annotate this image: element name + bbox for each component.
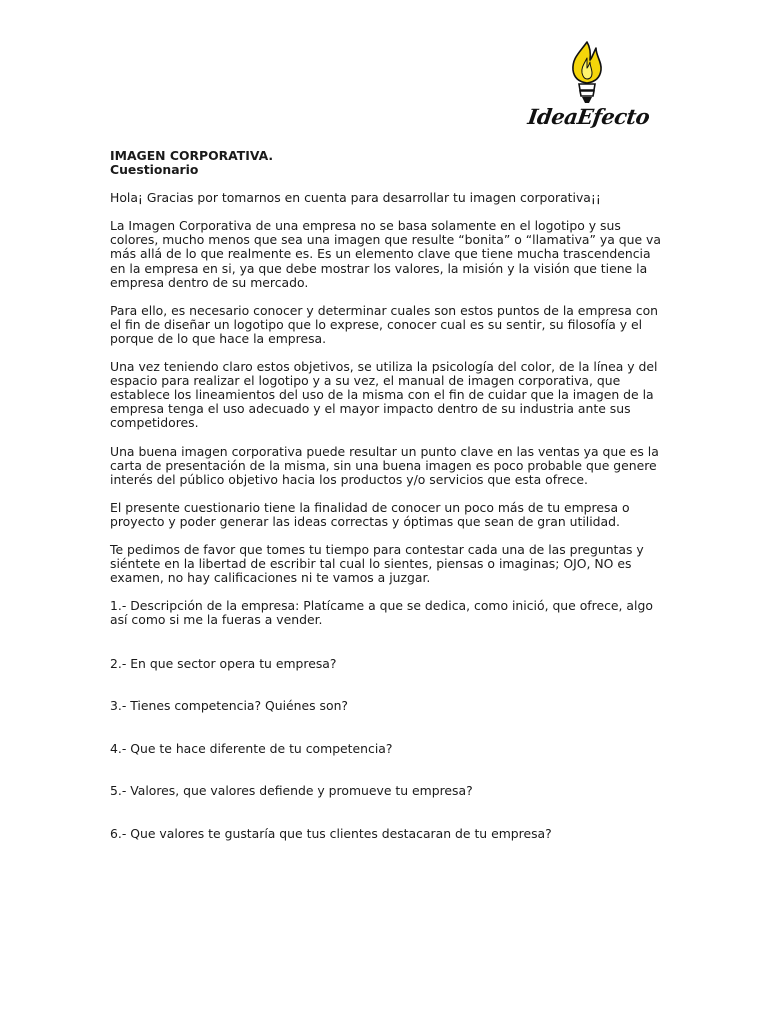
paragraph: Una vez teniendo claro estos objetivos, se utiliza la psicología del color, de la línea y del espacio para realizar el logotipo y a su vez, el manual de imagen corporativa, que establece los lineamientos del uso de la misma con el fin de cuidar que la imagen de la empresa tenga el uso adecuado y el mayor impacto dentro de su industria ante sus competidores. (110, 359, 658, 431)
lightbulb-flame-icon (566, 40, 608, 108)
document-subtitle: Cuestionario (110, 162, 199, 178)
greeting-paragraph: Hola¡ Gracias por tomarnos en cuenta para desarrollar tu imagen corporativa¡¡ (110, 190, 601, 206)
question-2: 2.- En que sector opera tu empresa? (110, 656, 337, 672)
question-5: 5.- Valores, que valores defiende y promueve tu empresa? (110, 782, 473, 798)
paragraph: El presente cuestionario tiene la finalidad de conocer un poco más de tu empresa o proyecto y poder generar las ideas correctas y óptimas que sean de gran utilidad. (110, 499, 630, 529)
document-body (110, 149, 662, 841)
paragraph: Te pedimos de favor que tomes tu tiempo para contestar cada una de las preguntas y siéntete en la libertad de escribir tal cual lo sientes, piensas o imaginas; OJO, NO es examen, no hay calificaciones ni te vamos a juzgar. (110, 541, 644, 586)
question-3: 3.- Tienes competencia? Quiénes son? (110, 697, 349, 713)
paragraph: Para ello, es necesario conocer y determinar cuales son estos puntos de la empresa con el fin de diseñar un logotipo que lo exprese, conocer cual es su sentir, su filosofía y el porque de lo que hace la empresa. (110, 302, 659, 346)
logo-wordmark: IdeaEfecto (526, 104, 652, 129)
question-1: 1.- Descripción de la empresa: Platícame a que se dedica, como inició, que ofrece, algo así como si me la fueras a vender. (110, 598, 653, 628)
question-4: 4.- Que te hace diferente de tu competencia? (110, 740, 393, 756)
paragraph: La Imagen Corporativa de una empresa no se basa solamente en el logotipo y sus colores, mucho menos que sea una imagen que resulte “bonita” o “llamativa” ya que va más allá de lo que realmente es. Es un elemento clave que tiene mucha trascendencia en la empresa en si, ya que debe mostrar los valores, la misión y la visión que tiene la empresa dentro de su mercado. (110, 218, 661, 290)
question-6: 6.- Que valores te gustaría que tus clientes destacaran de tu empresa? (110, 825, 552, 841)
brand-logo (528, 40, 663, 140)
paragraph: Una buena imagen corporativa puede resultar un punto clave en las ventas ya que es la carta de presentación de la misma, sin una buena imagen es poco probable que genere interés del público objetivo hacia los productos y/o servicios que esta ofrece. (110, 443, 659, 487)
document-title: IMAGEN CORPORATIVA. (110, 148, 274, 163)
